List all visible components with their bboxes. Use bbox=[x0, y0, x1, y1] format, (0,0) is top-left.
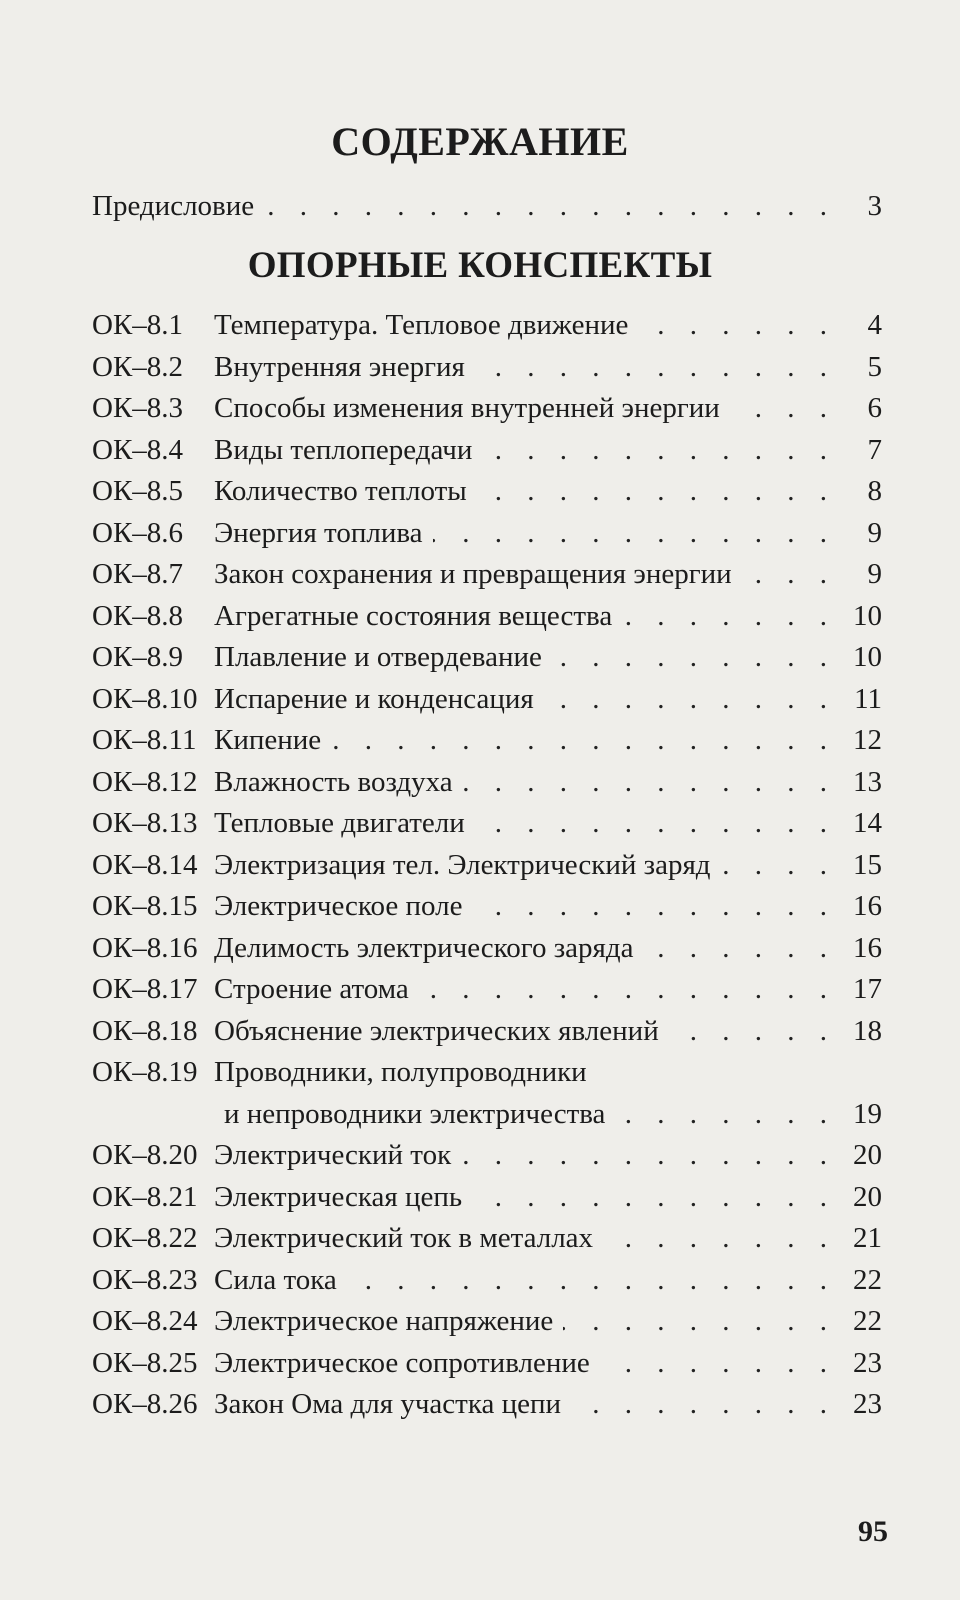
entry-body bbox=[214, 596, 882, 638]
entry-page: 16 bbox=[853, 931, 882, 964]
entry-title: Проводники, полупроводники bbox=[214, 1056, 587, 1088]
entry-body bbox=[214, 554, 882, 596]
entry-title: Температура. Тепловое движение bbox=[214, 309, 629, 341]
dot-leader bbox=[615, 1094, 836, 1136]
entry-page: 11 bbox=[854, 682, 882, 715]
entry-title: Объяснение электрических явлений bbox=[214, 1014, 659, 1047]
entry-page: 8 bbox=[867, 475, 882, 507]
entry-line bbox=[214, 886, 882, 928]
entry-title: Закон сохранения и превращения энергии bbox=[214, 558, 732, 590]
toc-entry bbox=[92, 305, 882, 347]
entry-body bbox=[214, 720, 882, 762]
entry-title: Кипение bbox=[214, 724, 322, 756]
toc-entry bbox=[92, 679, 882, 721]
entry-line bbox=[214, 430, 882, 472]
entry-code: ОК–8.5 bbox=[92, 475, 184, 507]
entry-body bbox=[214, 1218, 882, 1260]
entry-page: 23 bbox=[853, 1388, 882, 1420]
entry-body bbox=[214, 928, 882, 970]
entry-body bbox=[214, 1052, 882, 1135]
entry-body bbox=[214, 1301, 882, 1343]
entry-body bbox=[214, 803, 882, 845]
entry-code: ОК–8.16 bbox=[92, 931, 198, 964]
entry-page: 20 bbox=[853, 1180, 882, 1213]
toc-entry bbox=[92, 1052, 882, 1135]
entry-title: Делимость электрического заряда bbox=[214, 931, 634, 964]
entry-code: ОК–8.3 bbox=[92, 392, 184, 424]
entry-title: Способы изменения внутренней энергии bbox=[214, 392, 720, 424]
entry-line bbox=[214, 1301, 882, 1343]
entry-body bbox=[214, 347, 882, 389]
toc-entry bbox=[92, 1011, 882, 1053]
entry-line bbox=[214, 513, 882, 555]
dot-leader bbox=[600, 1343, 836, 1385]
toc-entry bbox=[92, 803, 882, 845]
entry-code: ОК–8.26 bbox=[92, 1388, 198, 1420]
entry-title: Закон Ома для участка цепи bbox=[214, 1388, 562, 1420]
entry-line bbox=[214, 554, 882, 596]
entry-line bbox=[214, 803, 882, 845]
entry-title: Количество теплоты bbox=[214, 475, 467, 507]
entry-code: ОК–8.4 bbox=[92, 433, 184, 466]
dot-leader bbox=[563, 1301, 836, 1343]
entry-code: ОК–8.1 bbox=[92, 309, 184, 341]
dot-leader bbox=[472, 1177, 836, 1219]
entry-page: 10 bbox=[853, 641, 882, 673]
entry-line bbox=[214, 1384, 882, 1426]
dot-leader bbox=[475, 803, 836, 845]
entry-code: ОК–8.11 bbox=[92, 724, 197, 756]
entry-page: 20 bbox=[853, 1139, 882, 1171]
dot-leader bbox=[571, 1384, 836, 1426]
toc-entry bbox=[92, 720, 882, 762]
entry-title: Строение атома bbox=[214, 973, 409, 1005]
preface-label: Предисловие bbox=[92, 190, 255, 222]
entry-line bbox=[214, 471, 882, 513]
toc-entry bbox=[92, 845, 882, 887]
dot-leader bbox=[603, 1218, 836, 1260]
dot-leader bbox=[669, 1011, 836, 1053]
entry-line bbox=[214, 1260, 882, 1302]
toc-entry bbox=[92, 554, 882, 596]
entry-body bbox=[214, 305, 882, 347]
entry-page: 18 bbox=[853, 1014, 882, 1047]
entry-page: 22 bbox=[853, 1263, 882, 1296]
entry-page: 15 bbox=[853, 848, 882, 881]
dot-leader bbox=[475, 347, 836, 389]
entry-title: Тепловые двигатели bbox=[214, 807, 465, 839]
toc-entry bbox=[92, 762, 882, 804]
entry-page: 22 bbox=[853, 1305, 882, 1337]
entry-page: 9 bbox=[867, 558, 882, 590]
entry-title: Электрический ток bbox=[214, 1139, 452, 1171]
entry-code: ОК–8.6 bbox=[92, 516, 184, 549]
entry-title: Энергия топлива bbox=[214, 516, 423, 549]
entry-title: Электрическое сопротивление bbox=[214, 1346, 590, 1379]
entry-title: Электрическое напряжение bbox=[214, 1305, 554, 1337]
toc-entry bbox=[92, 596, 882, 638]
entry-body bbox=[214, 430, 882, 472]
toc-entry bbox=[92, 1260, 882, 1302]
entry-title: Сила тока bbox=[214, 1263, 337, 1296]
entry-body bbox=[214, 1177, 882, 1219]
entry-title: Электрический ток в металлах bbox=[214, 1222, 594, 1254]
entry-line bbox=[214, 720, 882, 762]
entry-title: Испарение и конденсация bbox=[214, 682, 534, 715]
entry-page: 5 bbox=[867, 350, 882, 383]
toc-entry bbox=[92, 886, 882, 928]
entry-line bbox=[214, 637, 882, 679]
toc-entry bbox=[92, 1301, 882, 1343]
entry-title: Электрическое поле bbox=[214, 890, 463, 922]
entry-code: ОК–8.13 bbox=[92, 807, 198, 839]
dot-leader bbox=[419, 969, 836, 1011]
entry-line bbox=[214, 1177, 882, 1219]
entry-line bbox=[214, 1094, 882, 1136]
toc-entry bbox=[92, 430, 882, 472]
entry-page: 12 bbox=[853, 724, 882, 756]
toc-entry bbox=[92, 637, 882, 679]
entry-body bbox=[214, 1343, 882, 1385]
entry-body bbox=[214, 388, 882, 430]
toc-entry bbox=[92, 1218, 882, 1260]
toc-entry bbox=[92, 1384, 882, 1426]
entry-title: Электрическая цепь bbox=[214, 1180, 463, 1213]
entry-line bbox=[214, 679, 882, 721]
dot-leader bbox=[730, 388, 836, 430]
entry-title-continued: и непроводники электричества bbox=[224, 1097, 606, 1130]
dot-leader bbox=[472, 886, 836, 928]
entry-code: ОК–8.19 bbox=[92, 1056, 198, 1088]
dot-leader bbox=[552, 637, 836, 679]
entry-line bbox=[214, 1218, 882, 1260]
entry-page: 7 bbox=[867, 433, 882, 466]
entry-page: 16 bbox=[853, 890, 882, 922]
entry-line bbox=[214, 928, 882, 970]
dot-leader bbox=[347, 1260, 836, 1302]
entry-body bbox=[214, 679, 882, 721]
entry-title: Внутренняя энергия bbox=[214, 350, 465, 383]
entry-line bbox=[214, 347, 882, 389]
entry-line bbox=[214, 845, 882, 887]
entry-page: 13 bbox=[853, 765, 882, 798]
dot-leader bbox=[477, 471, 836, 513]
entry-code: ОК–8.20 bbox=[92, 1139, 198, 1171]
dot-leader bbox=[463, 762, 836, 804]
toc-entry-preface bbox=[92, 186, 882, 226]
toc-entry bbox=[92, 513, 882, 555]
entry-code: ОК–8.2 bbox=[92, 350, 184, 383]
entry-body bbox=[214, 845, 882, 887]
entry-page: 17 bbox=[853, 973, 882, 1005]
toc-entry bbox=[92, 928, 882, 970]
entry-line bbox=[214, 1052, 882, 1094]
entry-code: ОК–8.7 bbox=[92, 558, 184, 590]
dot-leader bbox=[544, 679, 836, 721]
entry-code: ОК–8.9 bbox=[92, 641, 184, 673]
entry-code: ОК–8.21 bbox=[92, 1180, 198, 1213]
page-title: СОДЕРЖАНИЕ bbox=[331, 119, 629, 164]
entry-body bbox=[214, 762, 882, 804]
toc-entry bbox=[92, 1135, 882, 1177]
toc-entry bbox=[92, 347, 882, 389]
entry-body bbox=[214, 1011, 882, 1053]
entry-body bbox=[214, 471, 882, 513]
preface-page: 3 bbox=[867, 190, 882, 222]
dot-leader bbox=[638, 305, 836, 347]
entry-title: Плавление и отвердевание bbox=[214, 641, 542, 673]
entry-line bbox=[214, 596, 882, 638]
entry-line bbox=[214, 762, 882, 804]
entry-title: Электризация тел. Электрический заряд bbox=[214, 848, 711, 881]
entry-page: 4 bbox=[867, 309, 882, 341]
dot-leader bbox=[622, 596, 836, 638]
toc-entry bbox=[92, 388, 882, 430]
entry-title: Влажность воздуха bbox=[214, 765, 453, 798]
entry-page: 14 bbox=[853, 807, 882, 839]
entry-code: ОК–8.10 bbox=[92, 682, 198, 715]
page-number: 95 bbox=[858, 1515, 888, 1548]
entry-page: 21 bbox=[853, 1222, 882, 1254]
entry-code: ОК–8.18 bbox=[92, 1014, 198, 1047]
toc-entry bbox=[92, 969, 882, 1011]
dot-leader bbox=[461, 1135, 836, 1177]
entry-line bbox=[214, 1011, 882, 1053]
entry-line bbox=[214, 305, 882, 347]
entry-code: ОК–8.8 bbox=[92, 599, 184, 632]
entry-body bbox=[214, 969, 882, 1011]
entry-page: 19 bbox=[853, 1097, 882, 1130]
section-title: ОПОРНЫЕ КОНСПЕКТЫ bbox=[247, 245, 713, 286]
entry-code: ОК–8.25 bbox=[92, 1346, 198, 1379]
entry-line bbox=[214, 1135, 882, 1177]
entry-code: ОК–8.22 bbox=[92, 1222, 198, 1254]
toc-entry bbox=[92, 471, 882, 513]
entry-code: ОК–8.24 bbox=[92, 1305, 198, 1337]
dot-leader bbox=[482, 430, 836, 472]
dot-leader bbox=[264, 186, 836, 226]
entry-line bbox=[214, 969, 882, 1011]
dot-leader bbox=[644, 928, 837, 970]
dot-leader bbox=[721, 845, 836, 887]
entry-line bbox=[214, 1343, 882, 1385]
entry-line bbox=[214, 388, 882, 430]
entry-page: 6 bbox=[867, 392, 882, 424]
entry-page: 9 bbox=[867, 516, 882, 549]
entry-code: ОК–8.15 bbox=[92, 890, 198, 922]
entry-body bbox=[214, 1260, 882, 1302]
entry-body bbox=[214, 1135, 882, 1177]
entry-body bbox=[214, 637, 882, 679]
entry-title: Агрегатные состояния вещества bbox=[214, 599, 613, 632]
toc-entry bbox=[92, 1177, 882, 1219]
entry-code: ОК–8.17 bbox=[92, 973, 198, 1005]
entry-body bbox=[214, 886, 882, 928]
dot-leader bbox=[331, 720, 836, 762]
entry-body bbox=[214, 513, 882, 555]
entry-code: ОК–8.14 bbox=[92, 848, 198, 881]
entry-page: 23 bbox=[853, 1346, 882, 1379]
entry-code: ОК–8.23 bbox=[92, 1263, 198, 1296]
dot-leader bbox=[742, 554, 836, 596]
toc-entry bbox=[92, 1343, 882, 1385]
entry-code: ОК–8.12 bbox=[92, 765, 198, 798]
dot-leader bbox=[433, 513, 836, 555]
toc-list bbox=[92, 305, 882, 1426]
entry-title: Виды теплопередачи bbox=[214, 433, 473, 466]
entry-page: 10 bbox=[853, 599, 882, 632]
entry-body bbox=[214, 1384, 882, 1426]
